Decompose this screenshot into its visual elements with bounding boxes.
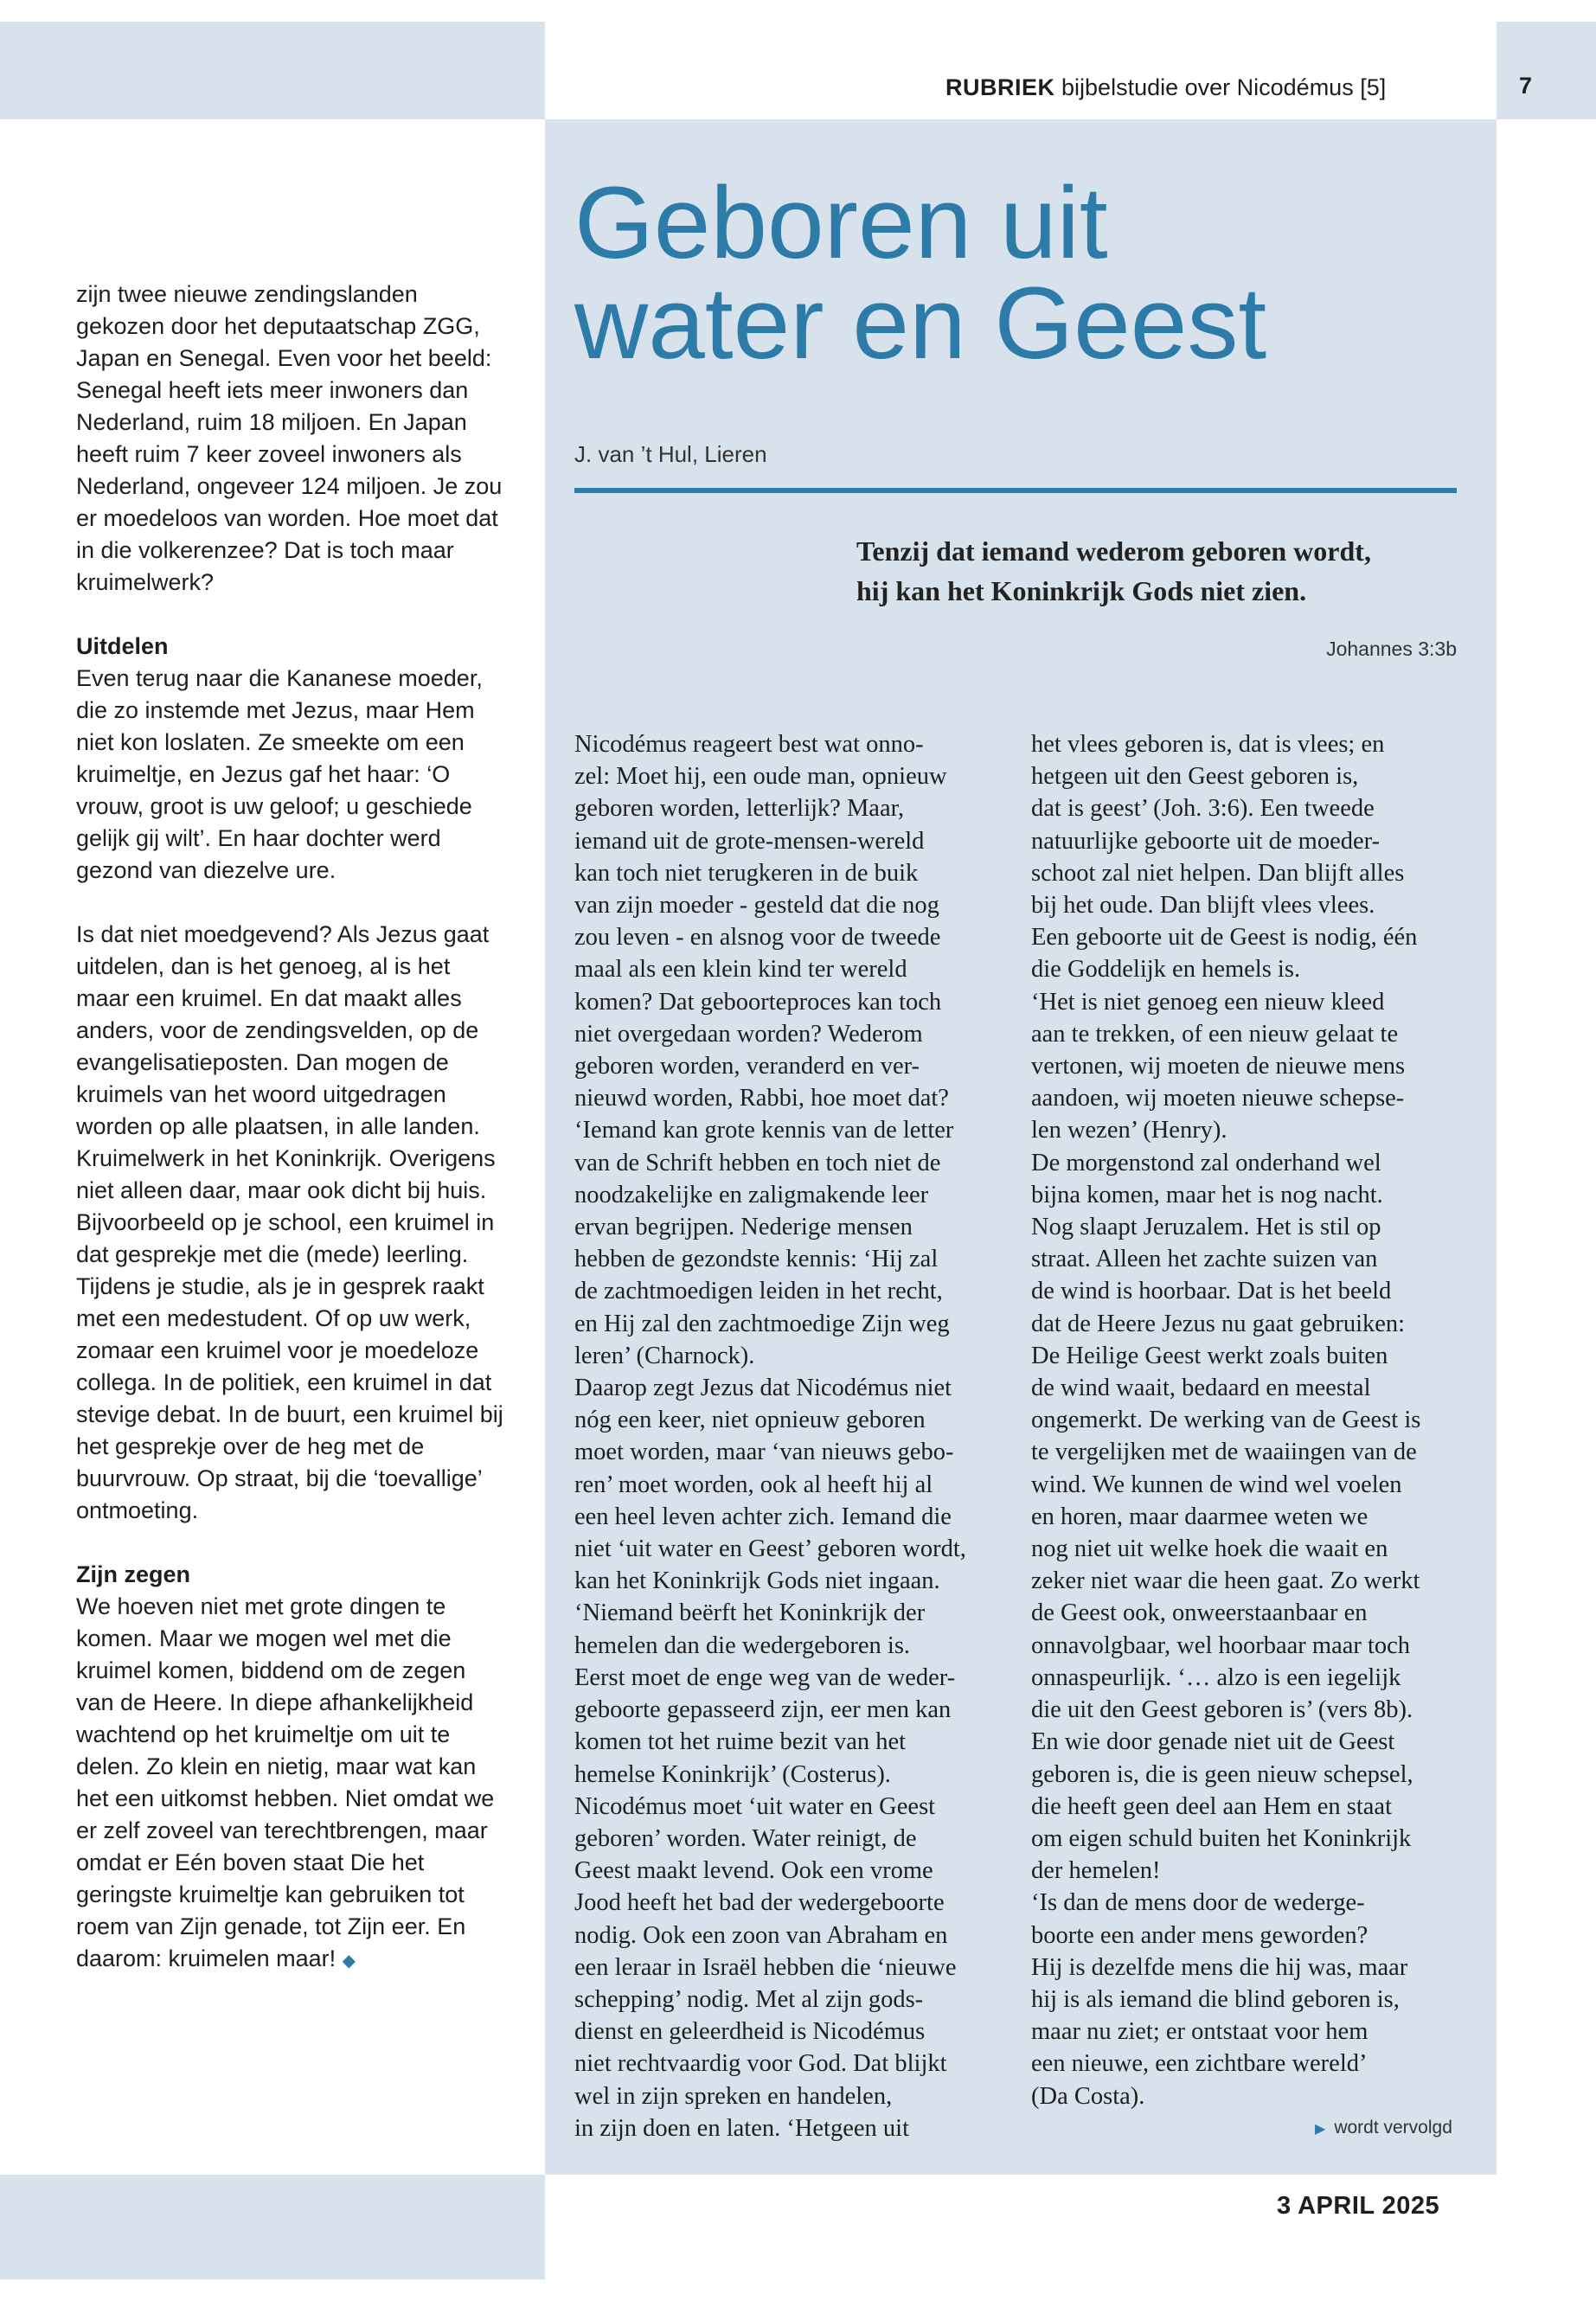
subheading: Uitdelen <box>76 633 169 659</box>
section-subtitle: bijbelstudie over Nicodémus [5] <box>1061 74 1387 100</box>
arrow-right-icon: ▶ <box>1315 2122 1326 2137</box>
text-line: maal als een klein kind ter wereld <box>574 956 907 984</box>
text-line: geboorte gepasseerd zijn, eer men kan <box>574 1696 952 1724</box>
text-line: len wezen’ (Henry). <box>1031 1117 1227 1144</box>
text-line: die uit den Geest geboren is’ (vers 8b). <box>1031 1696 1413 1724</box>
text-line: nieuwd worden, Rabbi, hoe moet dat? <box>574 1085 949 1112</box>
text-line: natuurlijke geboorte uit de moeder- <box>1031 827 1381 855</box>
text-line: wel in zijn spreken en handelen, <box>574 2082 893 2110</box>
article-title <box>574 166 1457 381</box>
page-number: 7 <box>1519 73 1533 99</box>
text-line: Jood heeft het bad der wedergeboorte <box>574 1889 945 1917</box>
paragraph: Is dat niet moedgevend? Als Jezus gaat uitdelen, dan is het genoeg, al is het maar een kruimel. En dat maakt alles anders, voor de zendingsvelden, op de evangelisatieposten. Dan mogen de kruimels van het woord uitgedragen worden op alle plaatsen, in alle landen. Kruimelwerk in het Koninkrijk. Overigens niet alleen daar, maar ook dicht bij huis. Bijvoorbeeld op je school, een kruimel in dat gesprekje met die (mede) leerling. Tijdens je studie, als je in gesprek raakt met een medestudent. Of op uw werk, zomaar een kruimel voor je moedeloze collega. In de politiek, een kruimel in dat stevige debat. In de buurt, een kruimel bij het gesprekje over de heg met de buurvrouw. Op straat, bij die ‘toevallige’ ontmoeting. <box>76 921 503 1523</box>
quote-line: Tenzij dat iemand wederom geboren wordt, <box>856 535 1371 567</box>
paragraph: Even terug naar die Kananese moeder, die zo instemde met Jezus, maar Hem niet kon loslaten. Ze smeekte om een kruimeltje, en Jezus gaf het haar: ‘O vrouw, groot is uw geloof; u geschiede gelijk gij wilt’. En haar dochter werd gezond van diezelve ure. <box>76 665 483 883</box>
text-line: ‘Het is niet genoeg een nieuw kleed <box>1031 988 1385 1016</box>
footer-band-left <box>0 2175 545 2279</box>
text-line: ‘Is dan de mens door de wederge- <box>1031 1889 1365 1917</box>
text-line: van de Schrift hebben en toch niet de <box>574 1149 941 1176</box>
title-line: water en Geest <box>574 266 1267 381</box>
text-line: Een geboorte uit de Geest is nodig, één <box>1031 924 1418 952</box>
text-line: vertonen, wij moeten de nieuwe mens <box>1031 1053 1406 1080</box>
text-line: hetgeen uit den Geest geboren is, <box>1031 763 1359 791</box>
issue-date: 3 APRIL 2025 <box>1277 2192 1440 2220</box>
text-line: ongemerkt. De werking van de Geest is <box>1031 1407 1421 1434</box>
text-line: hemelse Koninkrijk’ (Costerus). <box>574 1760 891 1788</box>
title-rule <box>574 488 1457 493</box>
section-label: RUBRIEK <box>945 74 1055 100</box>
text-line: aandoen, wij moeten nieuwe schepse- <box>1031 1085 1405 1112</box>
pull-quote <box>856 531 1457 611</box>
text-line: der hemelen! <box>1031 1857 1161 1885</box>
text-line: de wind is hoorbaar. Dat is het beeld <box>1031 1278 1392 1305</box>
text-line: nóg een keer, niet opnieuw geboren <box>574 1407 926 1434</box>
quote-line: hij kan het Koninkrijk Gods niet zien. <box>856 575 1307 606</box>
text-line: zel: Moet hij, een oude man, opnieuw <box>574 763 947 791</box>
middle-column <box>574 728 1007 2144</box>
text-line: ervan begrijpen. Nederige mensen <box>574 1214 913 1241</box>
text-line: maar nu ziet; er ontstaat voor hem <box>1031 2018 1368 2046</box>
text-line: Eerst moet de enge weg van de weder- <box>574 1663 956 1691</box>
text-line: moet worden, maar ‘van nieuws gebo- <box>574 1439 954 1466</box>
text-line: De Heilige Geest werkt zoals buiten <box>1031 1342 1388 1369</box>
text-line: ‘Niemand beërft het Koninkrijk der <box>574 1599 926 1627</box>
text-line: kan het Koninkrijk Gods niet ingaan. <box>574 1567 940 1595</box>
text-line: het vlees geboren is, dat is vlees; en <box>1031 731 1385 758</box>
text-line: bijna komen, maar het is nog nacht. <box>1031 1181 1383 1208</box>
text-line: een heel leven achter zich. Iemand die <box>574 1503 952 1530</box>
text-line: Nog slaapt Jeruzalem. Het is stil op <box>1031 1214 1381 1241</box>
text-line: ren’ moet worden, ook al heeft hij al <box>574 1471 933 1498</box>
text-line: bij het oude. Dan blijft vlees vlees. <box>1031 892 1375 920</box>
text-line: geboren worden, letterlijk? Maar, <box>574 795 905 823</box>
right-column <box>1031 728 1464 2112</box>
text-line: van zijn moeder - gesteld dat die nog <box>574 892 939 920</box>
continued-label: wordt vervolgd <box>1334 2118 1452 2138</box>
text-line: niet rechtvaardig voor God. Dat blijkt <box>574 2050 947 2078</box>
text-line: de Geest ook, onweerstaanbaar en <box>1031 1599 1368 1627</box>
text-line: ‘Iemand kan grote kennis van de letter <box>574 1117 954 1144</box>
text-line: en horen, maar daarmee weten we <box>1031 1503 1368 1530</box>
text-line: De morgenstond zal onderhand wel <box>1031 1149 1381 1176</box>
text-line: hemelen dan die wedergeboren is. <box>574 1631 911 1659</box>
text-line: zou leven - en alsnog voor de tweede <box>574 924 941 952</box>
text-line: schoot zal niet helpen. Dan blijft alles <box>1031 859 1405 887</box>
text-line: die heeft geen deel aan Hem en staat <box>1031 1792 1392 1820</box>
text-line: dienst en geleerdheid is Nicodémus <box>574 2018 926 2046</box>
subheading: Zijn zegen <box>76 1561 191 1587</box>
text-line: en Hij zal den zachtmoedige Zijn weg <box>574 1310 950 1337</box>
text-line: geboren worden, veranderd en ver- <box>574 1053 920 1080</box>
text-line: een nieuwe, een zichtbare wereld’ <box>1031 2050 1368 2078</box>
text-line: om eigen schuld buiten het Koninkrijk <box>1031 1824 1412 1852</box>
text-line: niet overgedaan worden? Wederom <box>574 1020 923 1048</box>
text-line: niet ‘uit water en Geest’ geboren wordt, <box>574 1535 966 1563</box>
paragraph-text: We hoeven niet met grote dingen te komen. Maar we mogen wel met die kruimel komen, biddend om de zegen van de Heere. In diepe afhankelijkheid wachtend op het kruimeltje om uit te delen. Zo klein en nietig, maar wat kan het een uitkomst hebben. Niet omdat we er zelf zoveel van terechtbrengen, maar omdat er Eén boven staat Die het geringste kruimeltje kan gebruiken tot roem van Zijn genade, tot Zijn eer. En daarom: kruimelen maar! <box>76 1593 495 1971</box>
text-line: zeker niet waar die heen gaat. Zo werkt <box>1031 1567 1420 1595</box>
text-line: hij is als iemand die blind geboren is, <box>1031 1985 1400 2013</box>
text-line: de zachtmoedigen leiden in het recht, <box>574 1278 943 1305</box>
text-line: boorte een ander mens geworden? <box>1031 1921 1368 1949</box>
text-line: geboren is, die is geen nieuw schepsel, <box>1031 1760 1413 1788</box>
text-line: straat. Alleen het zachte suizen van <box>1031 1246 1378 1273</box>
text-line: noodzakelijke en zaligmakende leer <box>574 1181 929 1208</box>
text-line: Nicodémus reageert best wat onno- <box>574 731 924 758</box>
text-line: dat is geest’ (Joh. 3:6). Een tweede <box>1031 795 1375 823</box>
continued-note <box>1315 2118 1452 2138</box>
title-line: Geboren uit <box>574 166 1108 280</box>
text-line: geboren’ worden. Water reinigt, de <box>574 1824 917 1852</box>
text-line: En wie door genade niet uit de Geest <box>1031 1728 1395 1756</box>
paragraph: zijn twee nieuwe zendingslanden gekozen door het deputaatschap ZGG, Japan en Senegal. Even voor het beeld: Senegal heeft iets meer inwoners dan Nederland, ruim 18 miljoen. En Japan heeft ruim 7 keer zoveel inwoners als Nederland, ongeveer 124 miljoen. Je zou er moedeloos van worden. Hoe moet dat in die volkerenzee? Dat is toch maar kruimelwerk? <box>76 281 503 595</box>
text-line: iemand uit de grote-mensen-wereld <box>574 827 925 855</box>
header-band-left <box>0 22 545 119</box>
text-line: schepping’ nodig. Met al zijn gods- <box>574 1985 924 2013</box>
author-byline: J. van ’t Hul, Lieren <box>574 441 767 467</box>
text-line: Geest maakt levend. Ook een vrome <box>574 1857 933 1885</box>
paragraph <box>76 1591 509 1977</box>
text-line: leren’ (Charnock). <box>574 1342 755 1369</box>
text-line: in zijn doen en laten. ‘Hetgeen uit <box>574 2114 909 2142</box>
text-line: onnavolgbaar, wel hoorbaar maar toch <box>1031 1631 1411 1659</box>
text-line: dat de Heere Jezus nu gaat gebruiken: <box>1031 1310 1406 1337</box>
end-mark-icon: ◆ <box>342 1952 356 1971</box>
header-band-right <box>1497 22 1596 119</box>
text-line: komen tot het ruime bezit van het <box>574 1728 907 1756</box>
running-header <box>945 74 1386 101</box>
text-line: kan toch niet terugkeren in de buik <box>574 859 919 887</box>
left-column <box>76 279 509 1977</box>
text-line: komen? Dat geboorteproces kan toch <box>574 988 942 1016</box>
text-line: de wind waait, bedaard en meestal <box>1031 1375 1371 1402</box>
text-line: nog niet uit welke hoek die waait en <box>1031 1535 1388 1563</box>
text-line: aan te trekken, of een nieuw gelaat te <box>1031 1020 1399 1048</box>
text-line: een leraar in Israël hebben die ‘nieuwe <box>574 1953 957 1981</box>
text-line: te vergelijken met de waaiingen van de <box>1031 1439 1417 1466</box>
text-line: (Da Costa). <box>1031 2082 1145 2110</box>
quote-reference: Johannes 3:3b <box>1326 638 1457 660</box>
text-line: hebben de gezondste kennis: ‘Hij zal <box>574 1246 939 1273</box>
text-line: Daarop zegt Jezus dat Nicodémus niet <box>574 1375 952 1402</box>
text-line: nodig. Ook een zoon van Abraham en <box>574 1921 948 1949</box>
text-line: wind. We kunnen de wind wel voelen <box>1031 1471 1402 1498</box>
text-line: Nicodémus moet ‘uit water en Geest <box>574 1792 936 1820</box>
text-line: Hij is dezelfde mens die hij was, maar <box>1031 1953 1408 1981</box>
text-line: onnaspeurlijk. ‘… alzo is een iegelijk <box>1031 1663 1401 1691</box>
text-line: die Goddelijk en hemels is. <box>1031 956 1301 984</box>
